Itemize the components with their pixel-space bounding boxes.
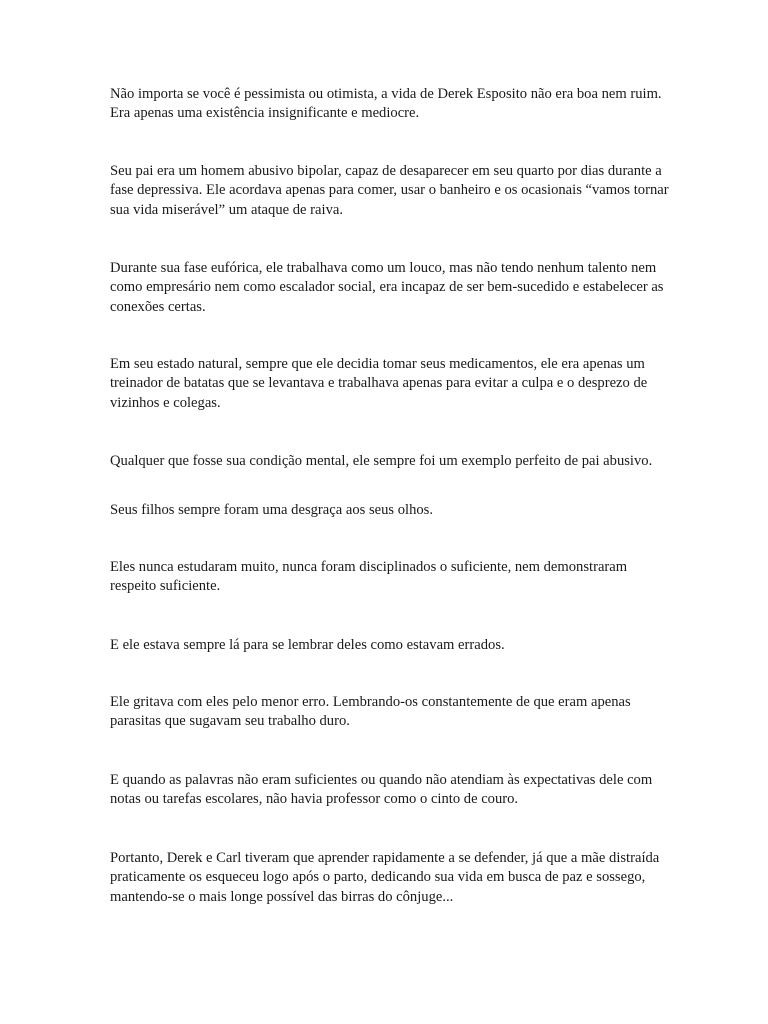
paragraph-2: Seu pai era um homem abusivo bipolar, capaz de desaparecer em seu quarto por dias durante a fase depressiva. Ele acordava apenas para comer, usar o banheiro e os ocasionais “vamos tornar sua vida miserável” um ataque de raiva.	[110, 163, 669, 218]
paragraph-11: Portanto, Derek e Carl tiveram que aprender rapidamente a se defender, já que a mãe distraída praticamente os esqueceu logo após o parto, dedicando sua vida em busca de paz e sossego, mantendo-se o mais longe possível das birras do cônjuge...	[110, 850, 660, 905]
paragraph-8: E ele estava sempre lá para se lembrar deles como estavam errados.	[110, 637, 505, 653]
paragraph-7: Eles nunca estudaram muito, nunca foram disciplinados o suficiente, nem demonstraram respeito suficiente.	[110, 559, 628, 595]
paragraph-5: Qualquer que fosse sua condição mental, ele sempre foi um exemplo perfeito de pai abusivo.	[110, 453, 653, 469]
paragraph-3: Durante sua fase eufórica, ele trabalhava como um louco, mas não tendo nenhum talento nem como empresário nem como escalador social, era incapaz de ser bem-sucedido e estabelecer as conexões certas.	[110, 260, 664, 315]
paragraph-10: E quando as palavras não eram suficientes ou quando não atendiam às expectativas dele com notas ou tarefas escolares, não havia professor como o cinto de couro.	[110, 772, 653, 808]
paragraph-1: Não importa se você é pessimista ou otimista, a vida de Derek Esposito não era boa nem ruim. Era apenas uma existência insignificante e mediocre.	[110, 86, 662, 122]
paragraph-6: Seus filhos sempre foram uma desgraça aos seus olhos.	[110, 502, 434, 518]
paragraph-4: Em seu estado natural, sempre que ele decidia tomar seus medicamentos, ele era apenas um treinador de batatas que se levantava e trabalhava apenas para evitar a culpa e o desprezo de vizinhos e colegas.	[110, 356, 648, 411]
paragraph-9: Ele gritava com eles pelo menor erro. Lembrando-os constantemente de que eram apenas parasitas que sugavam seu trabalho duro.	[110, 694, 631, 730]
